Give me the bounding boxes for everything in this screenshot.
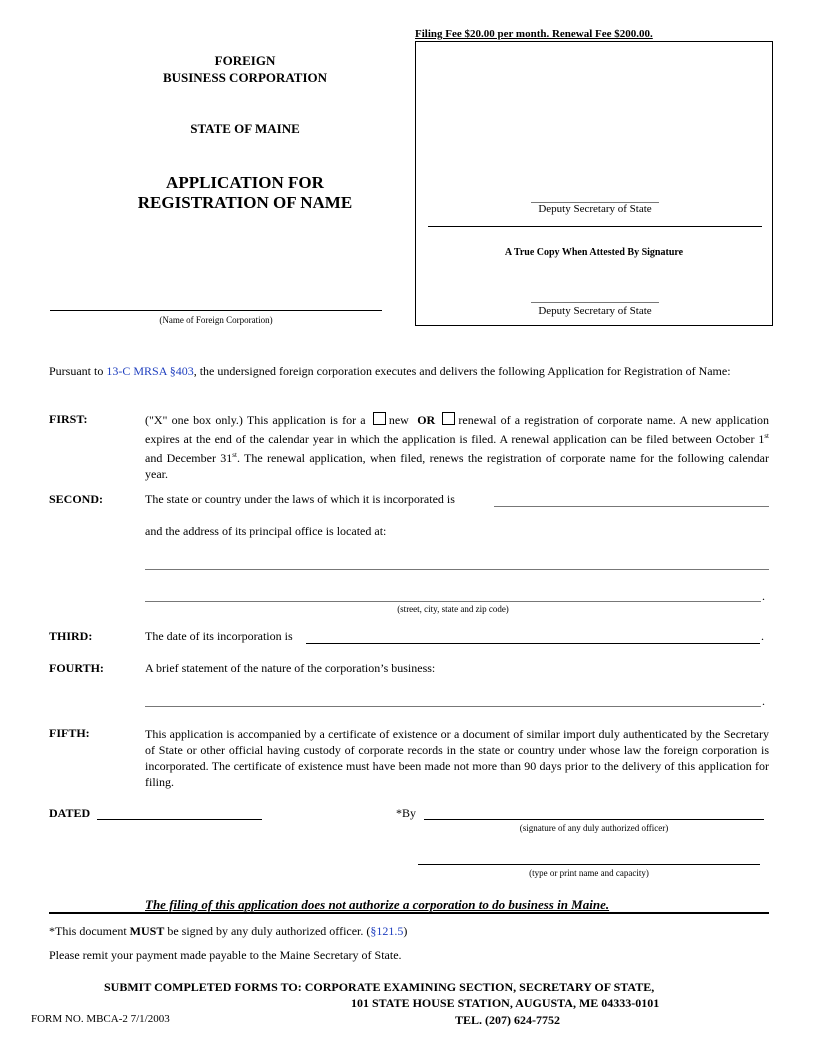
footnote-close: ): [403, 924, 408, 938]
first-text-3: and December 31: [145, 451, 233, 465]
deputy-caption-2: Deputy Secretary of State: [538, 305, 652, 317]
footnote-text-before: *This document: [49, 924, 130, 938]
address-period: .: [762, 589, 765, 603]
first-paragraph: [145, 412, 769, 482]
notice-bar: [49, 897, 769, 914]
first-text-1: ("X" one box only.) This application is for a: [145, 413, 366, 427]
deputy-signature-line-2: [531, 302, 659, 303]
fifth-label: FIFTH:: [49, 726, 90, 740]
submit-line-1: SUBMIT COMPLETED FORMS TO: CORPORATE EXAMINING SECTION, SECRETARY OF STATE,: [104, 980, 655, 994]
intro-text-after: , the undersigned foreign corporation executes and delivers the following Application for Registration of Name:: [193, 364, 731, 378]
fourth-period: .: [762, 694, 765, 708]
filing-box-divider: [428, 226, 762, 227]
first-text-4: . The renewal application, when filed, renews the registration of corporate name for the following calendar year.: [145, 451, 769, 481]
form-type-header: [90, 52, 400, 86]
submit-line-2: 101 STATE HOUSE STATION, AUGUSTA, ME 04333-0101: [351, 996, 660, 1010]
dated-label: DATED: [49, 806, 91, 820]
signature-caption: (signature of any duly authorized officer): [519, 823, 669, 833]
address-line-2[interactable]: [145, 587, 761, 602]
statute-link[interactable]: 13-C MRSA §403: [106, 364, 194, 378]
notice-text: The filing of this application does not authorize a corporation to do business in Maine.: [145, 897, 610, 912]
fifth-paragraph: This application is accompanied by a certificate of existence or a document of similar import duly authenticated by the Secretary of State or other official having custody of corporate records in the state or country under whose law the foreign corporation is incorporated. The certificate of existence must have been made not more than 90 days prior to the delivery of this application for filing.: [145, 727, 769, 789]
state-of-incorporation-field[interactable]: [494, 490, 769, 507]
footnote-must: MUST: [129, 924, 165, 938]
second-line2: and the address of its principal office is located at:: [145, 524, 387, 538]
first-sup-2: st: [232, 451, 237, 459]
or-label: OR: [417, 413, 436, 427]
section-121-link[interactable]: §121.5: [370, 924, 404, 938]
first-sup-1: st: [764, 432, 769, 440]
page-title: [70, 173, 420, 213]
submit-line-3: TEL. (207) 624-7752: [455, 1013, 560, 1027]
address-caption: (street, city, state and zip code): [397, 604, 509, 614]
title-line1: APPLICATION FOR: [166, 173, 324, 192]
print-name-caption: (type or print name and capacity): [529, 868, 649, 878]
filing-box: [415, 41, 773, 326]
by-label: *By: [396, 806, 417, 820]
address-line-1[interactable]: [145, 555, 769, 570]
third-text: The date of its incorporation is: [145, 629, 293, 643]
third-label: THIRD:: [49, 629, 93, 643]
deputy-caption-1: Deputy Secretary of State: [538, 203, 652, 215]
signing-footnote: [49, 924, 407, 939]
form-number: FORM NO. MBCA-2 7/1/2003: [31, 1013, 170, 1025]
signature-field[interactable]: [424, 805, 764, 820]
new-label: new: [388, 413, 409, 427]
intro-text-before: Pursuant to: [49, 364, 107, 378]
first-text-2: renewal of a registration of corporate name. A new application expires at the end of the calendar year in which the application is filed. A renewal application can be filed between October 1: [145, 413, 770, 446]
header-line1: FOREIGN: [214, 53, 276, 68]
print-name-field[interactable]: [418, 850, 760, 865]
first-label: FIRST:: [49, 412, 88, 426]
intro-paragraph: [49, 363, 769, 379]
header-line2: BUSINESS CORPORATION: [162, 70, 328, 85]
incorporation-date-field[interactable]: [306, 628, 760, 644]
remit-note: Please remit your payment made payable to the Maine Secretary of State.: [49, 948, 402, 962]
business-nature-field[interactable]: [145, 692, 761, 707]
state-heading: STATE OF MAINE: [190, 121, 300, 136]
new-checkbox[interactable]: [373, 412, 386, 425]
date-field[interactable]: [97, 805, 262, 820]
title-line2: REGISTRATION OF NAME: [137, 193, 353, 212]
fourth-label: FOURTH:: [49, 661, 104, 675]
corporation-name-line[interactable]: [50, 296, 382, 311]
fourth-text: A brief statement of the nature of the corporation’s business:: [145, 661, 436, 675]
fee-line: Filing Fee $20.00 per month. Renewal Fee $200.00.: [415, 28, 653, 40]
third-period: .: [761, 629, 764, 643]
corporation-name-caption: (Name of Foreign Corporation): [159, 315, 273, 325]
second-label: SECOND:: [49, 492, 104, 506]
footnote-text-after: be signed by any duly authorized officer. (: [164, 924, 371, 938]
true-copy-label: A True Copy When Attested By Signature: [504, 247, 684, 258]
renewal-checkbox[interactable]: [442, 412, 455, 425]
second-line1: The state or country under the laws of which it is incorporated is: [145, 492, 455, 506]
